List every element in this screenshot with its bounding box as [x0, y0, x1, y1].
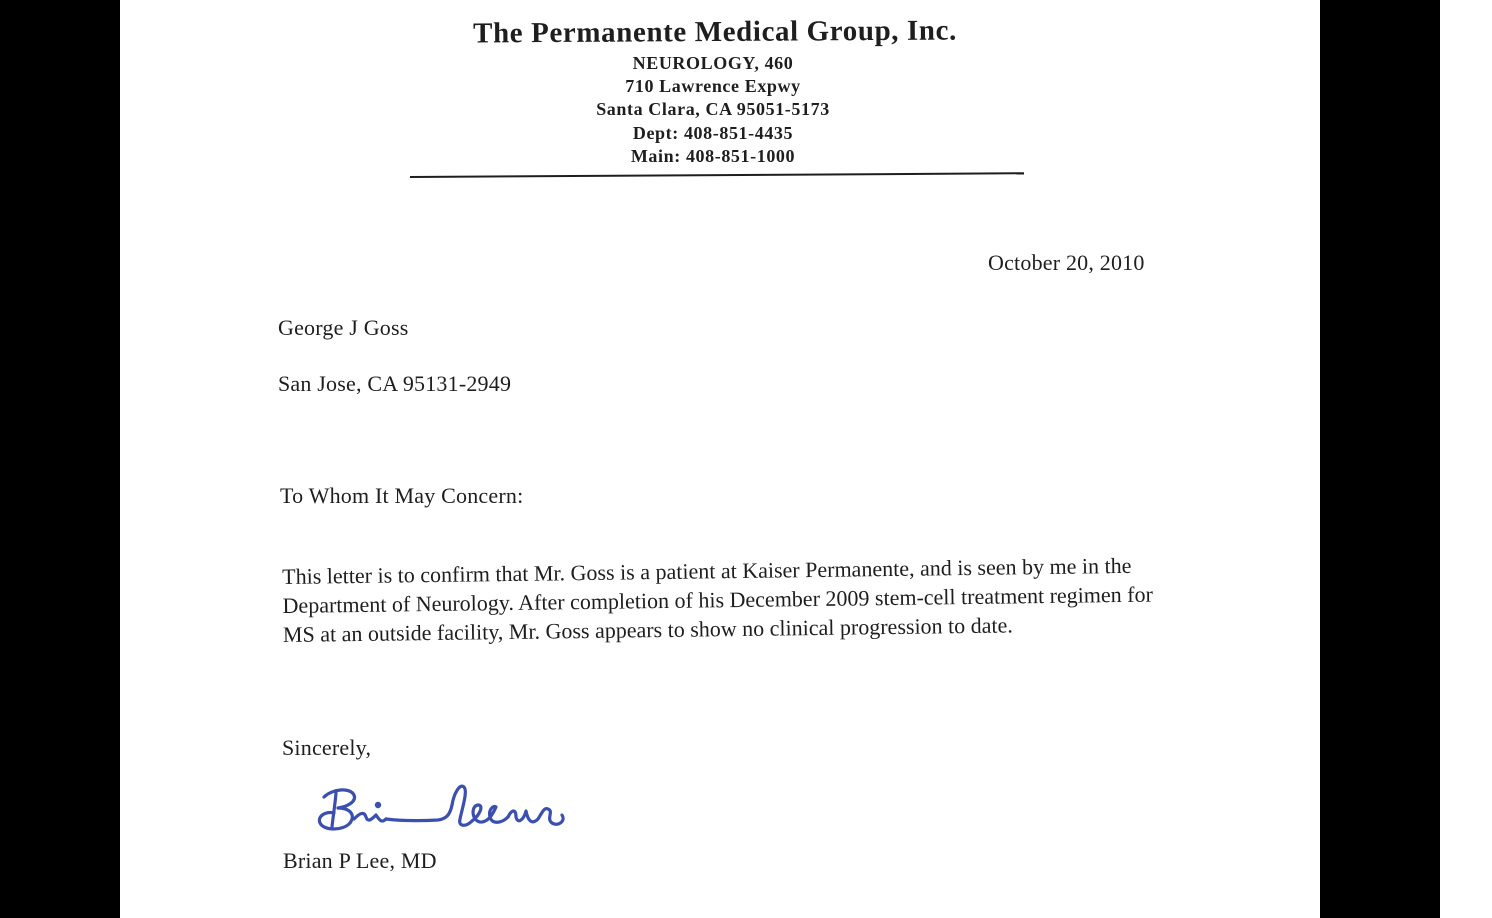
letterhead-department: NEUROLOGY, 460	[632, 53, 794, 73]
letterhead-street: 710 Lawrence Expwy	[625, 76, 801, 96]
left-black-border	[0, 0, 120, 918]
letter-date: October 20, 2010	[988, 250, 1145, 275]
letterhead-divider	[410, 172, 1024, 178]
closing: Sincerely,	[282, 735, 372, 760]
letterhead-organization: The Permanente Medical Group, Inc.	[472, 14, 957, 50]
letterhead-dept-phone: Dept: 408-851-4435	[632, 123, 794, 143]
letter-page	[120, 0, 1320, 918]
letterhead-city: Santa Clara, CA 95051-5173	[596, 99, 830, 119]
recipient-address: San Jose, CA 95131-2949	[278, 371, 512, 396]
handwritten-signature	[310, 775, 580, 845]
letter-body: This letter is to confirm that Mr. Goss is a patient at Kaiser Permanente, and is seen by me in the Department of Neurology. After completion of his December 2009 stem-cell treatment regimen for MS at an outside facility, Mr. Goss appears to show no clinical progression to date.	[282, 552, 1154, 647]
recipient-name: George J Goss	[278, 315, 409, 340]
right-black-border	[1320, 0, 1440, 918]
salutation: To Whom It May Concern:	[280, 483, 524, 508]
signer-name: Brian P Lee, MD	[283, 848, 437, 873]
right-white-strip	[1440, 0, 1492, 918]
letterhead-main-phone: Main: 408-851-1000	[630, 146, 796, 166]
